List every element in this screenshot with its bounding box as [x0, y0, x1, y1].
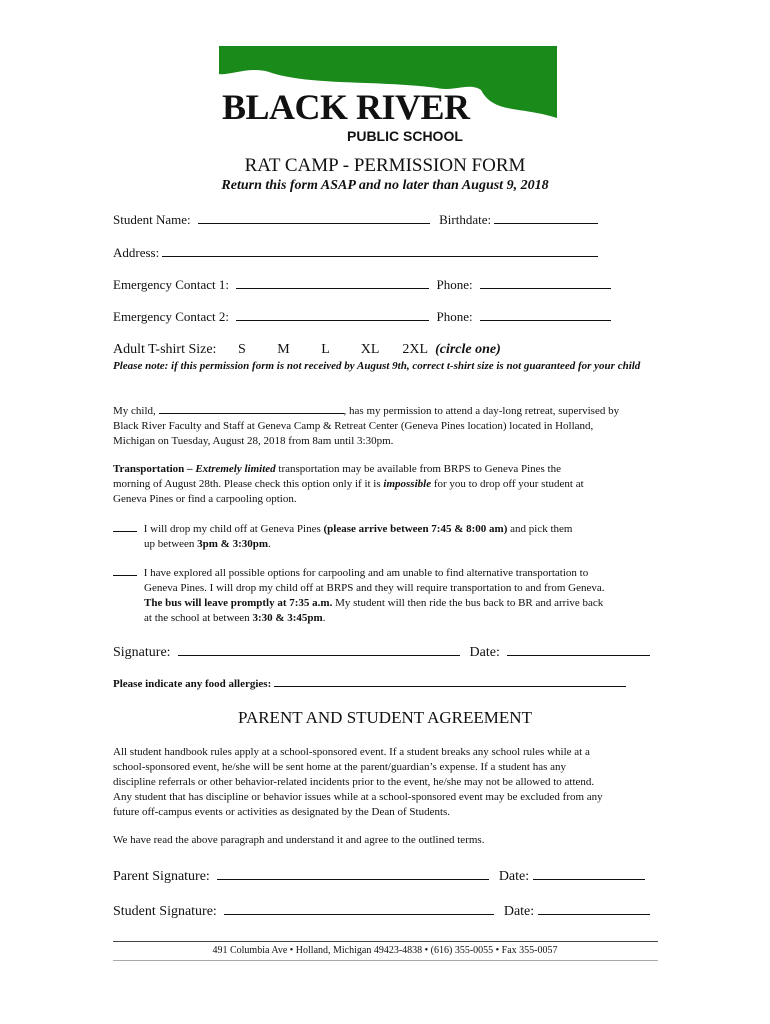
- signature-date-label: Date:: [469, 645, 500, 660]
- option-1-pickup: 3pm & 3:30pm: [197, 538, 269, 550]
- birthdate-field[interactable]: [494, 211, 598, 224]
- option-2-line-2: Geneva Pines. I will drop my child off at BRPS and they will require transportation to and from Geneva.: [144, 582, 605, 594]
- birthdate-label: Birthdate:: [439, 212, 492, 227]
- logo-school-name: BLACK RIVER: [222, 87, 470, 127]
- tshirt-note: Please note: if this permission form is not received by August 9th, correct t-shirt size is not guaranteed for your child: [113, 360, 641, 372]
- agreement-line: All student handbook rules apply at a school-sponsored event. If a student breaks any school rules while at a: [113, 746, 590, 758]
- transport-label: Transportation –: [113, 463, 193, 475]
- signature-date-field[interactable]: [507, 642, 650, 656]
- student-name-field[interactable]: [198, 211, 430, 224]
- option-1-text-c: up between: [144, 538, 195, 550]
- student-name-row: [113, 211, 598, 228]
- phone-2-label: Phone:: [436, 309, 473, 324]
- address-row: [113, 244, 598, 261]
- option-1: [113, 521, 673, 552]
- option-1-arrival: (please arrive between 7:45 & 8:00 am): [323, 523, 508, 535]
- tshirt-size-2xl[interactable]: 2XL: [402, 342, 428, 357]
- child-rest: , has my permission to attend a day-long retreat, supervised by: [343, 405, 620, 417]
- child-intro: My child,: [113, 405, 156, 417]
- transport-line-2a: morning of August 28th. Please check this option only if it is: [113, 478, 381, 490]
- tshirt-size-xl[interactable]: XL: [360, 342, 379, 357]
- option-2-checkbox[interactable]: [113, 565, 137, 576]
- allergies-label: Please indicate any food allergies:: [113, 678, 272, 690]
- parent-signature-row: [113, 866, 645, 885]
- tshirt-size-m[interactable]: M: [277, 342, 290, 357]
- tshirt-label: Adult T-shirt Size:: [113, 342, 217, 357]
- transport-line-3: Geneva Pines or find a carpooling option.: [113, 493, 297, 505]
- transport-rest: transportation may be available from BRPS to Geneva Pines the: [278, 463, 562, 475]
- student-date-label: Date:: [503, 904, 535, 919]
- option-1-text-b: and pick them: [510, 523, 573, 535]
- permission-line-2: Black River Faculty and Staff at Geneva Camp & Retreat Center (Geneva Pines location) located in Holland,: [113, 420, 594, 432]
- emergency-contact-1-field[interactable]: [236, 276, 429, 289]
- parent-date-field[interactable]: [533, 866, 645, 880]
- logo-school-type: PUBLIC SCHOOL: [347, 128, 463, 144]
- allergies-field[interactable]: [274, 677, 626, 687]
- agreement-line: discipline referrals or other behavior-related incidents prior to the event, he/she may not be allowed to attend.: [113, 776, 595, 788]
- agreement-line: Any student that has discipline or behavior issues while at a school-sponsored event may be excluded from any: [113, 791, 603, 803]
- transport-limited: Extremely limited: [195, 463, 276, 475]
- option-1-text: I will drop my child off at Geneva Pines: [143, 523, 321, 535]
- school-logo: [219, 46, 557, 146]
- address-label: Address:: [113, 245, 160, 260]
- transport-impossible: impossible: [383, 478, 432, 490]
- emergency-contact-1-row: [113, 276, 611, 293]
- address-field[interactable]: [162, 244, 598, 257]
- option-2-line-1: I have explored all possible options for carpooling and am unable to find alternative transportation to: [143, 567, 589, 579]
- parent-signature-label: Parent Signature:: [113, 869, 210, 884]
- phone-1-field[interactable]: [480, 276, 611, 289]
- transport-line-1: [113, 462, 673, 477]
- option-2-end: .: [322, 612, 326, 624]
- footer-divider: [113, 941, 658, 942]
- tshirt-row: [113, 342, 501, 358]
- student-signature-label: Student Signature:: [113, 904, 217, 919]
- agreement-paragraph: [113, 745, 673, 820]
- transport-line-2: [113, 477, 673, 492]
- form-subtitle: Return this form ASAP and no later than August 9, 2018: [221, 178, 549, 193]
- option-1-end: .: [268, 538, 271, 550]
- option-2-bus-time: The bus will leave promptly at 7:35 a.m.: [144, 597, 333, 609]
- signature-field[interactable]: [178, 642, 460, 656]
- tshirt-size-s[interactable]: S: [237, 342, 246, 357]
- student-date-field[interactable]: [538, 901, 650, 915]
- transportation-paragraph: [113, 462, 673, 507]
- emergency-contact-2-label: Emergency Contact 2:: [113, 309, 230, 324]
- agreement-acknowledgement: We have read the above paragraph and understand it and agree to the outlined terms.: [113, 834, 485, 846]
- student-signature-row: [113, 901, 650, 920]
- permission-line-1: [113, 404, 673, 419]
- tshirt-size-l[interactable]: L: [321, 342, 330, 357]
- emergency-contact-2-row: [113, 308, 611, 325]
- form-title: RAT CAMP - PERMISSION FORM: [244, 155, 526, 176]
- tshirt-circle-one: (circle one): [435, 342, 501, 357]
- footer-address: 491 Columbia Ave • Holland, Michigan 49423-4838 • (616) 355-0055 • Fax 355-0057: [212, 945, 558, 956]
- option-2-return-time: 3:30 & 3:45pm: [252, 612, 323, 624]
- agreement-line: school-sponsored event, he/she will be sent home at the parent/guardian’s expense. If a student has any: [113, 761, 567, 773]
- option-1-checkbox[interactable]: [113, 521, 137, 532]
- parent-date-label: Date:: [498, 869, 530, 884]
- agreement-line: future off-campus events or activities as designated by the Dean of Students.: [113, 806, 451, 818]
- option-2-line-3: My student will then ride the bus back to BR and arrive back: [335, 597, 604, 609]
- emergency-contact-1-label: Emergency Contact 1:: [113, 277, 230, 292]
- agreement-heading: PARENT AND STUDENT AGREEMENT: [238, 708, 532, 727]
- allergies-row: [113, 677, 626, 690]
- option-2: [113, 565, 673, 626]
- child-name-field[interactable]: [159, 404, 344, 414]
- emergency-contact-2-field[interactable]: [236, 308, 429, 321]
- permission-paragraph: [113, 404, 673, 449]
- signature-label: Signature:: [113, 645, 171, 660]
- parent-signature-field[interactable]: [217, 866, 489, 880]
- phone-2-field[interactable]: [480, 308, 611, 321]
- student-signature-field[interactable]: [224, 901, 494, 915]
- permission-line-3: Michigan on Tuesday, August 28, 2018 from 8am until 3:30pm.: [113, 435, 394, 447]
- signature-row: [113, 642, 650, 661]
- option-2-line-4: at the school at between: [144, 612, 250, 624]
- phone-1-label: Phone:: [436, 277, 473, 292]
- student-name-label: Student Name:: [113, 212, 191, 227]
- transport-line-2b: for you to drop off your student at: [433, 478, 584, 490]
- footer-divider-bottom: [113, 960, 658, 961]
